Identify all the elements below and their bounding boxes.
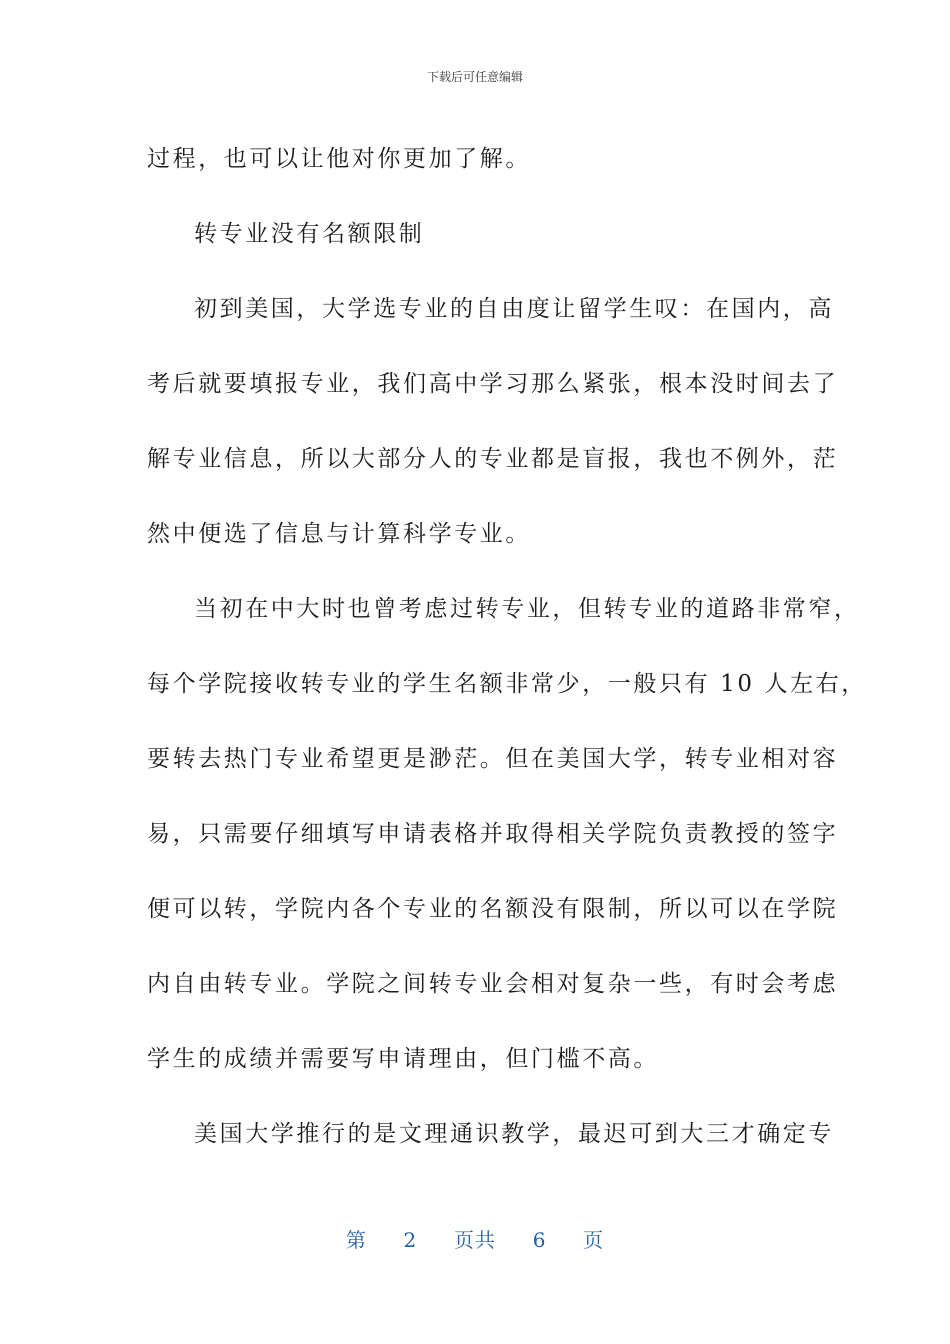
text-line: 便可以转，学院内各个专业的名额没有限制，所以可以在学院 (147, 896, 839, 922)
current-page-number: 2 (403, 1228, 418, 1252)
text-line: 当初在中大时也曾考虑过转专业，但转专业的道路非常窄， (194, 596, 860, 622)
text-line: 内自由转专业。学院之间转专业会相对复杂一些，有时会考虑 (147, 971, 839, 997)
text-line: 初到美国，大学选专业的自由度让留学生叹：在国内，高 (194, 296, 834, 322)
text-line: 易，只需要仔细填写申请表格并取得相关学院负责教授的签字 (147, 821, 839, 847)
footer-suffix: 页 (583, 1228, 605, 1252)
page-footer (0, 1224, 950, 1253)
section-heading: 转专业没有名额限制 (194, 221, 425, 247)
document-body (147, 122, 867, 1172)
text-line: 考后就要填报专业，我们高中学习那么紧张，根本没时间去了 (147, 371, 839, 397)
page-header: 下载后可任意编辑 (426, 70, 523, 84)
text-line: 解专业信息，所以大部分人的专业都是盲报，我也不例外，茫 (147, 446, 839, 472)
text-line: 每个学院接收转专业的学生名额非常少，一般只有 10 人左右， (147, 671, 867, 697)
footer-middle: 页共 (454, 1228, 496, 1252)
text-line: 过程，也可以让他对你更加了解。 (147, 146, 531, 172)
text-line: 然中便选了信息与计算科学专业。 (147, 521, 531, 547)
text-line: 美国大学推行的是文理通识教学，最迟可到大三才确定专 (194, 1121, 834, 1147)
text-line: 学生的成绩并需要写申请理由，但门槛不高。 (147, 1046, 659, 1072)
total-pages-number: 6 (532, 1228, 547, 1252)
footer-prefix: 第 (345, 1228, 367, 1252)
text-line: 要转去热门专业希望更是渺茫。但在美国大学，转专业相对容 (147, 746, 839, 772)
